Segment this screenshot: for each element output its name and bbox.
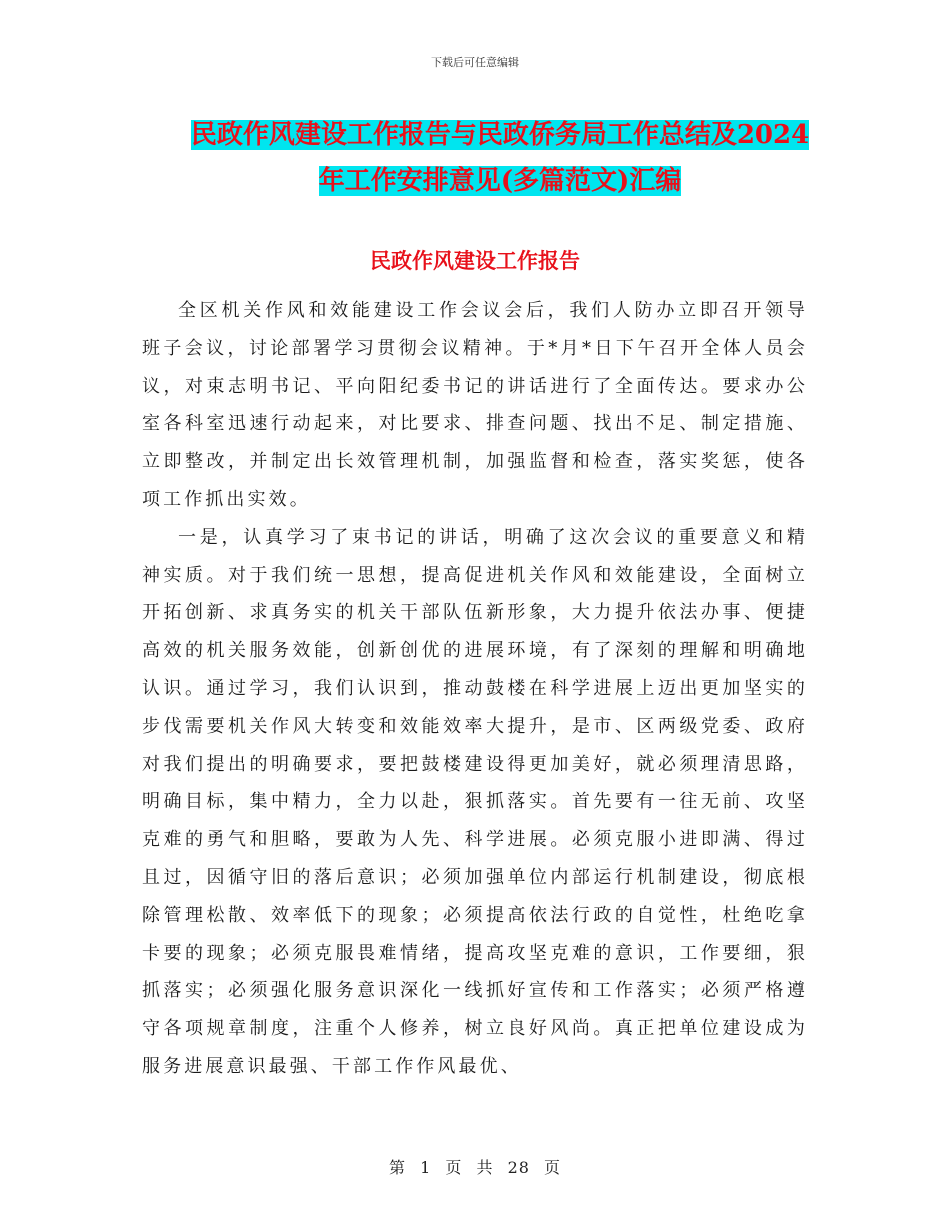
footer-total-pages: 28: [507, 1158, 530, 1177]
title-line-1: 民政作风建设工作报告与民政侨务局工作总结及2024: [190, 120, 810, 150]
body-text: [142, 292, 808, 1086]
document-title: [190, 112, 810, 204]
page-footer: [0, 1155, 950, 1178]
paragraph: 一是，认真学习了束书记的讲话，明确了这次会议的重要意义和精神实质。对于我们统一思想，提高促进机关作风和效能建设，全面树立开拓创新、求真务实的机关干部队伍新形象，大力提升依法办事、便捷高效的机关服务效能，创新创优的进展环境，有了深刻的理解和明确地认识。通过学习，我们认识到，推动鼓楼在科学进展上迈出更加坚实的步伐需要机关作风大转变和效能效率大提升，是市、区两级党委、政府对我们提出的明确要求，要把鼓楼建设得更加美好，就必须理清思路，明确目标，集中精力，全力以赴，狠抓落实。首先要有一往无前、攻坚克难的勇气和胆略，要敢为人先、科学进展。必须克服小进即满、得过且过，因循守旧的落后意识；必须加强单位内部运行机制建设，彻底根除管理松散、效率低下的现象；必须提高依法行政的自觉性，杜绝吃拿卡要的现象；必须克服畏难情绪，提高攻坚克难的意识，工作要细，狠抓落实；必须强化服务意识深化一线抓好宣传和工作落实；必须严格遵守各项规章制度，注重个人修养，树立良好风尚。真正把单位建设成为服务进展意识最强、干部工作作风最优、: [142, 526, 808, 1077]
header-note: 下载后可任意编辑: [431, 56, 519, 69]
footer-page-number: 1: [420, 1158, 432, 1177]
section-title: 民政作风建设工作报告: [370, 248, 580, 273]
footer-label-total-unit: 页: [544, 1158, 562, 1177]
title-line-2: 年工作安排意见(多篇范文)汇编: [318, 166, 682, 196]
paragraph: 全区机关作风和效能建设工作会议会后，我们人防办立即召开领导班子会议，讨论部署学习贯彻会议精神。于*月*日下午召开全体人员会议，对束志明书记、平向阳纪委书记的讲话进行了全面传达。要求办公室各科室迅速行动起来，对比要求、排查问题、找出不足、制定措施、立即整改，并制定出长效管理机制，加强监督和检查，落实奖惩，使各项工作抓出实效。: [142, 300, 808, 510]
footer-label-total: 共: [476, 1158, 494, 1177]
footer-label-page-unit: 页: [445, 1158, 463, 1177]
footer-label-page: 第: [388, 1158, 406, 1177]
